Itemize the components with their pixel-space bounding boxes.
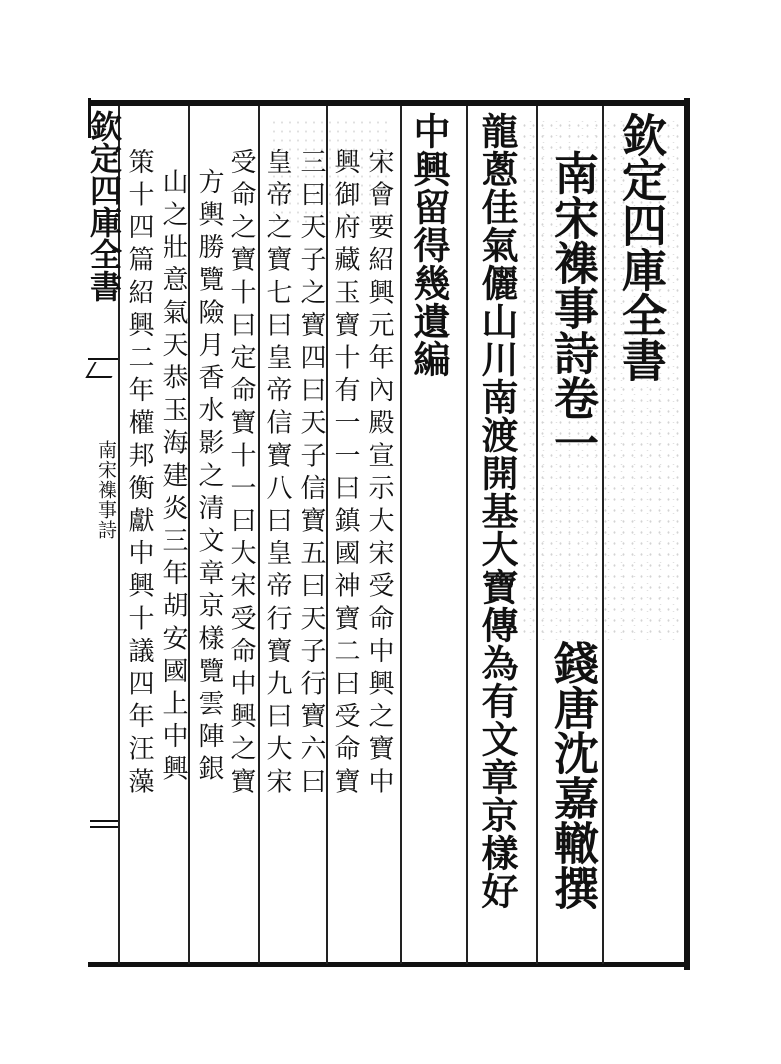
volume-title: 南宋襍事詩卷一 [546,150,599,465]
column-rule [188,106,190,964]
commentary-line-8: 策十四篇紹興二年權邦衡獻中興十議四年汪藻 [124,148,154,800]
column-rule [466,106,468,964]
column-rule [400,106,402,964]
commentary-line-2: 興御府藏玉寶十有一一曰鎮國神寶二曰受命寶 [330,148,360,800]
column-rule [326,106,328,964]
page-number-mark [90,826,118,828]
book-title: 欽定四庫全書 [614,112,667,382]
commentary-line-3: 三曰天子之寶四曰天子信寶五曰天子行寶六曰 [296,148,326,800]
author-line: 錢唐沈嘉轍撰 [546,640,599,910]
commentary-line-4: 皇帝之寶七曰皇帝信寶八曰皇帝行寶九曰大宋 [262,148,292,800]
margin-caption: 南宋襍事詩 [95,440,117,540]
fishtail-mark [88,358,118,380]
commentary-line-1: 宋會要紹興元年內殿宣示大宋受命中興之寶中 [364,148,394,800]
commentary-line-6: 方輿勝覽險月香水影之清文章京樣覽雲陣銀 [194,168,224,788]
column-rule [536,106,538,964]
column-rule [602,106,604,964]
commentary-line-7: 山之壯意氣天恭玉海建炎三年胡安國上中興 [158,168,188,788]
frame-bottom-border [88,962,690,967]
frame-right-border [684,98,690,970]
poem-line-1: 龍蔥佳氣儷山川南渡開基大寶傳為有文章京樣好 [475,112,519,910]
frame-top-border [88,100,688,106]
page-number-mark [90,820,118,822]
poem-line-2: 中興留得幾遺編 [407,112,451,378]
column-rule [258,106,260,964]
margin-book-title: 欽定四庫全書 [85,110,123,302]
commentary-line-5: 受命之寶十曰定命寶十一曰大宋受命中興之寶 [226,148,256,800]
